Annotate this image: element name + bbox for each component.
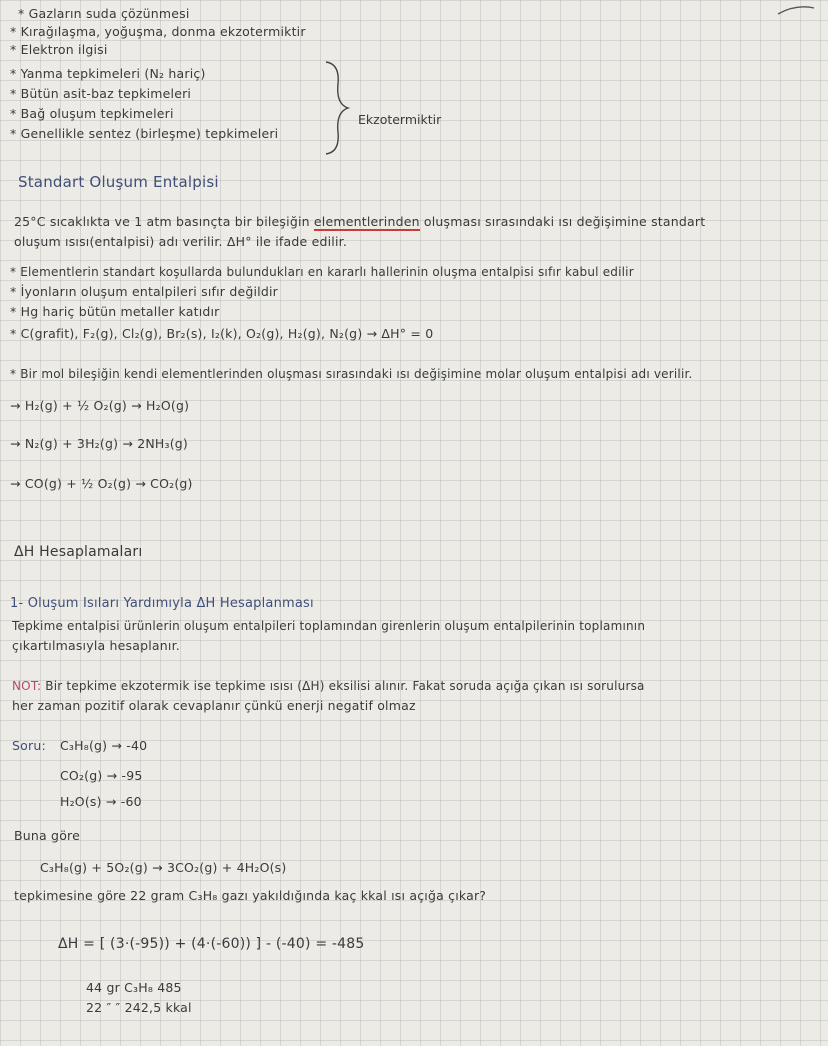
section-title: Standart Oluşum Entalpisi (18, 173, 219, 191)
answer-line: 22 ″ ″ 242,5 kkal (86, 1000, 192, 1015)
data-line: H₂O(s) → -60 (60, 794, 142, 809)
note-line: * Elektron ilgisi (10, 42, 108, 57)
paragraph-line: çıkartılmasıyla hesaplanır. (12, 638, 180, 653)
bullet-line: * İyonların oluşum entalpileri sıfır değildir (10, 284, 278, 299)
note-line: * Gazların suda çözünmesi (18, 6, 190, 21)
calculation-line: ΔH = [ (3·(-95)) + (4·(-60)) ] - (-40) = -485 (58, 936, 365, 952)
text: Bir tepkime ekzotermik ise tepkime ısısı (ΔH) eksilisi alınır. Fakat soruda açığa çıkan ısı sorulursa (41, 679, 645, 693)
bullet-line: * C(grafit), F₂(g), Cl₂(g), Br₂(s), I₂(k), O₂(g), H₂(g), N₂(g) → ΔH° = 0 (10, 326, 434, 341)
data-line: CO₂(g) → -95 (60, 768, 143, 783)
reaction-line: C₃H₈(g) + 5O₂(g) → 3CO₂(g) + 4H₂O(s) (40, 860, 287, 875)
question-line: tepkimesine göre 22 gram C₃H₈ gazı yakıldığında kaç kkal ısı açığa çıkar? (14, 888, 487, 903)
note-line: * Bütün asit-baz tepkimeleri (10, 86, 192, 101)
text: oluşması sırasındaki ısı değişimine standart (419, 214, 706, 229)
text: 25°C sıcaklıkta ve 1 atm basınçta bir bileşiğin (14, 214, 314, 229)
note-line: * Genellikle sentez (birleşme) tepkimeleri (10, 126, 279, 141)
section-title: ΔH Hesaplamaları (14, 544, 143, 560)
reaction-line: → H₂(g) + ½ O₂(g) → H₂O(g) (10, 398, 190, 413)
bullet-line: * Hg hariç bütün metaller katıdır (10, 304, 220, 319)
reaction-line: → N₂(g) + 3H₂(g) → 2NH₃(g) (10, 436, 188, 451)
exothermic-label: Ekzotermiktir (358, 112, 442, 127)
note-line: * Kırağılaşma, yoğuşma, donma ekzotermiktir (10, 24, 306, 39)
paragraph-line: Tepkime entalpisi ürünlerin oluşum entalpileri toplamından girenlerin oluşum entalpilerinin toplamının (12, 619, 646, 633)
note-line: * Bağ oluşum tepkimeleri (10, 106, 174, 121)
bullet-line: * Elementlerin standart koşullarda bulundukları en kararlı hallerinin oluşma entalpisi sıfır kabul edilir (10, 265, 634, 279)
paragraph-line: oluşum ısısı(entalpisi) adı verilir. ΔH° ile ifade edilir. (14, 234, 347, 249)
paragraph-line: Buna göre (14, 828, 80, 843)
underlined-term: elementlerinden (313, 214, 420, 229)
pen-mark-icon (776, 2, 816, 16)
reaction-line: → CO(g) + ½ O₂(g) → CO₂(g) (10, 476, 193, 491)
data-line: C₃H₈(g) → -40 (60, 738, 148, 753)
paragraph-line (14, 214, 705, 230)
question-label: Soru: (12, 738, 46, 753)
answer-line: 44 gr C₃H₈ 485 (86, 980, 182, 995)
note-line: * Yanma tepkimeleri (N₂ hariç) (10, 66, 206, 81)
bullet-line: * Bir mol bileşiğin kendi elementlerinden oluşması sırasındaki ısı değişimine molar oluşum entalpisi adı verilir. (10, 367, 693, 381)
curly-brace-icon (322, 60, 350, 156)
subsection-title: 1- Oluşum Isıları Yardımıyla ΔH Hesaplanması (10, 596, 314, 611)
note-block (12, 678, 645, 694)
note-label: NOT: (12, 679, 42, 693)
paragraph-line: her zaman pozitif olarak cevaplanır çünkü enerji negatif olmaz (12, 698, 416, 713)
